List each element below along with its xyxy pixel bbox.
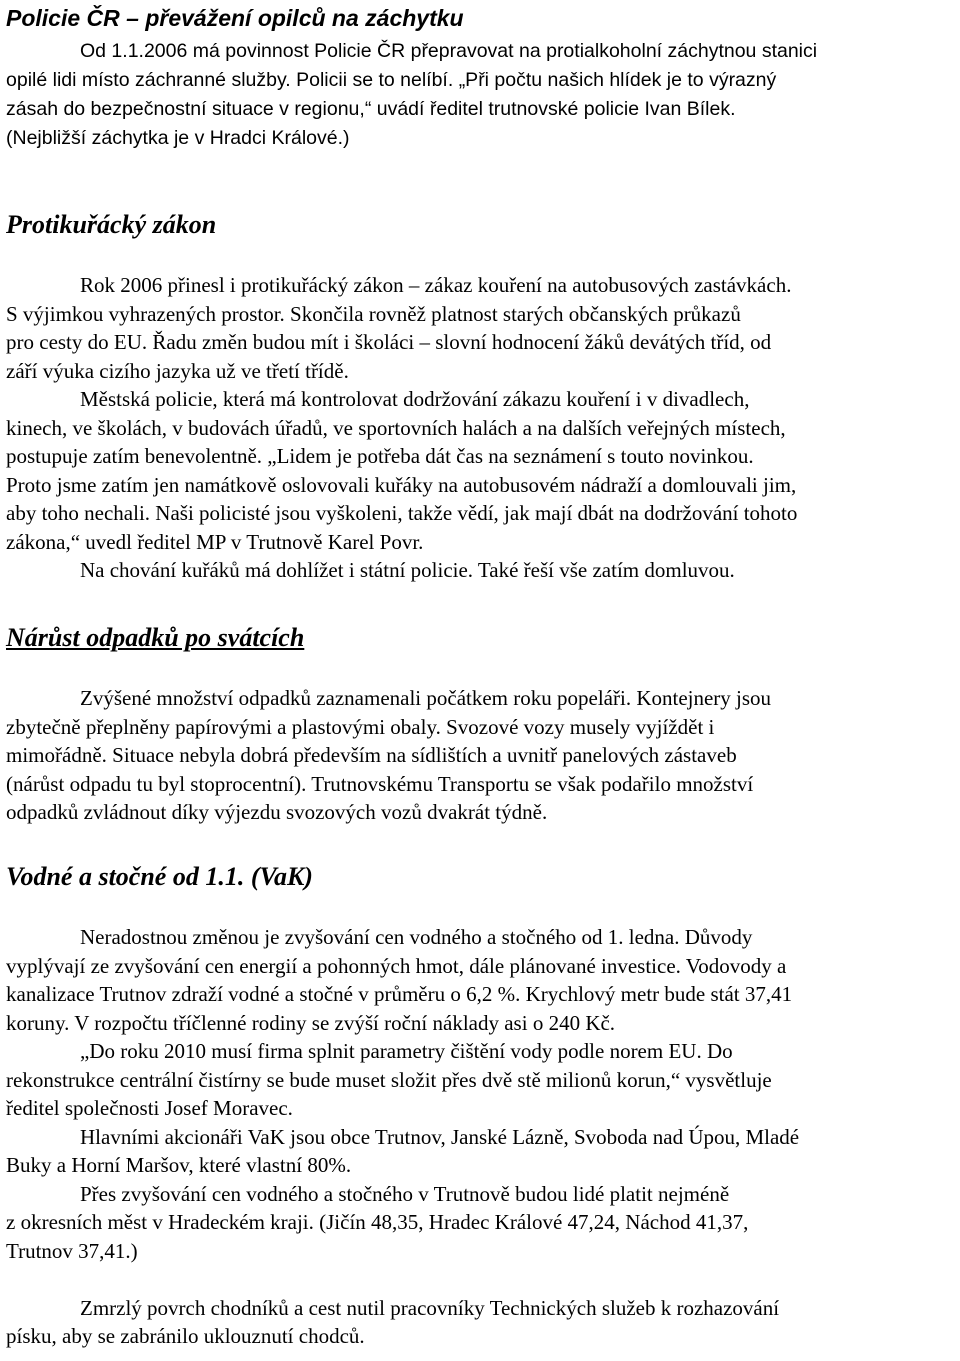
text-line: rekonstrukce centrální čistírny se bude muset složit přes dvě stě milionů korun,“ vysvětluje [6, 1067, 772, 1092]
text-line: Městská policie, která má kontrolovat dodržování zákazu kouření i v divadlech, [80, 387, 750, 411]
text-line: kanalizace Trutnov zdraží vodné a stočné v průměru o 6,2 %. Krychlový metr bude stát 37,41 [6, 982, 793, 1006]
paragraph-vodne [6, 923, 956, 1351]
heading-narust-odpadku: Nárůst odpadků po svátcích [6, 623, 305, 652]
text-line: Rok 2006 přinesl i protikuřácký zákon – zákaz kouření na autobusových zastávkách. [80, 273, 792, 297]
text-line: (nárůst odpadu tu byl stoprocentní). Trutnovskému Transportu se však podařilo množství [6, 771, 754, 796]
text-line: zbytečně přeplněny papírovými a plastovými obaly. Svozové vozy musely vyjíždět i [6, 714, 715, 739]
text-line: zásah do bezpečnostní situace v regionu,“ uvádí ředitel trutnovské policie Ivan Bílek. [6, 98, 736, 120]
heading-protikuracky-zakon: Protikuřácký zákon [6, 210, 217, 239]
paragraph-policie [6, 37, 956, 153]
text-line: koruny. V rozpočtu tříčlenné rodiny se zvýší roční náklady asi o 240 Kč. [6, 1010, 616, 1035]
text-line: S výjimkou vyhrazených prostor. Skončila rovněž platnost starých občanských průkazů [6, 301, 741, 326]
text-line: Na chování kuřáků má dohlížet i státní policie. Také řeší vše zatím domluvou. [80, 558, 735, 582]
text-line: Trutnov 37,41.) [6, 1238, 138, 1263]
text-line: Zvýšené množství odpadků zaznamenali počátkem roku popeláři. Kontejnery jsou [80, 686, 772, 710]
text-line: odpadků zvládnout díky výjezdu svozových vozů dvakrát týdně. [6, 800, 548, 824]
heading-policie: Policie ČR – převážení opilců na záchytku [6, 5, 464, 31]
text-line: (Nejbližší záchytka je v Hradci Králové.) [6, 127, 350, 149]
text-line: Přes zvyšování cen vodného a stočného v Trutnově budou lidé platit nejméně [80, 1181, 730, 1206]
text-line: písku, aby se zabránilo uklouznutí chodců. [6, 1324, 365, 1348]
text-line: Hlavními akcionáři VaK jsou obce Trutnov, Janské Lázně, Svoboda nad Úpou, Mladé [80, 1124, 800, 1149]
text-line: Od 1.1.2006 má povinnost Policie ČR přepravovat na protialkoholní záchytnou stanici [80, 40, 818, 62]
text-line: postupuje zatím benevolentně. „Lidem je potřeba dát čas na seznámení s touto novinkou. [6, 444, 754, 468]
heading-vodne-stocne: Vodné a stočné od 1.1. (VaK) [6, 862, 313, 891]
paragraph-protikuracky [6, 271, 956, 585]
text-line: vyplývají ze zvyšování cen energií a pohonných hmot, dále plánované investice. Vodovody a [6, 953, 787, 978]
text-line: Proto jsme zatím jen namátkově oslovovali kuřáky na autobusovém nádraží a domlouvali jim, [6, 472, 797, 497]
text-line: aby toho nechali. Naši policisté jsou vyškoleni, takže vědí, jak mají dbát na dodržování tohoto [6, 501, 798, 525]
blank-line [6, 1265, 956, 1294]
text-line: kinech, ve školách, v budovách úřadů, ve sportovních halách a na dalších veřejných místech, [6, 415, 786, 440]
text-line: Neradostnou změnou je zvyšování cen vodného a stočného od 1. ledna. Důvody [80, 925, 753, 949]
text-line: Zmrzlý povrch chodníků a cest nutil pracovníky Technických služeb k rozhazování [80, 1295, 780, 1320]
text-line: opilé lidi místo záchranné služby. Policii se to nelíbí. „Při počtu našich hlídek je to výrazný [6, 69, 777, 91]
text-line: z okresních měst v Hradeckém kraji. (Jičín 48,35, Hradec Králové 47,24, Náchod 41,37, [6, 1210, 749, 1234]
paragraph-odpadky [6, 684, 956, 827]
text-line: ředitel společnosti Josef Moravec. [6, 1096, 293, 1120]
text-line: „Do roku 2010 musí firma splnit parametry čištění vody podle norem EU. Do [80, 1039, 733, 1063]
text-line: pro cesty do EU. Řadu změn budou mít i školáci – slovní hodnocení žáků devátých tříd, od [6, 330, 772, 354]
text-line: Buky a Horní Maršov, které vlastní 80%. [6, 1153, 352, 1177]
text-line: mimořádně. Situace nebyla dobrá především na sídlištích a uvnitř panelových zástaveb [6, 743, 737, 767]
text-line: zákona,“ uvedl ředitel MP v Trutnově Karel Povr. [6, 529, 424, 554]
text-line: září výuka cizího jazyka už ve třetí třídě. [6, 358, 349, 383]
